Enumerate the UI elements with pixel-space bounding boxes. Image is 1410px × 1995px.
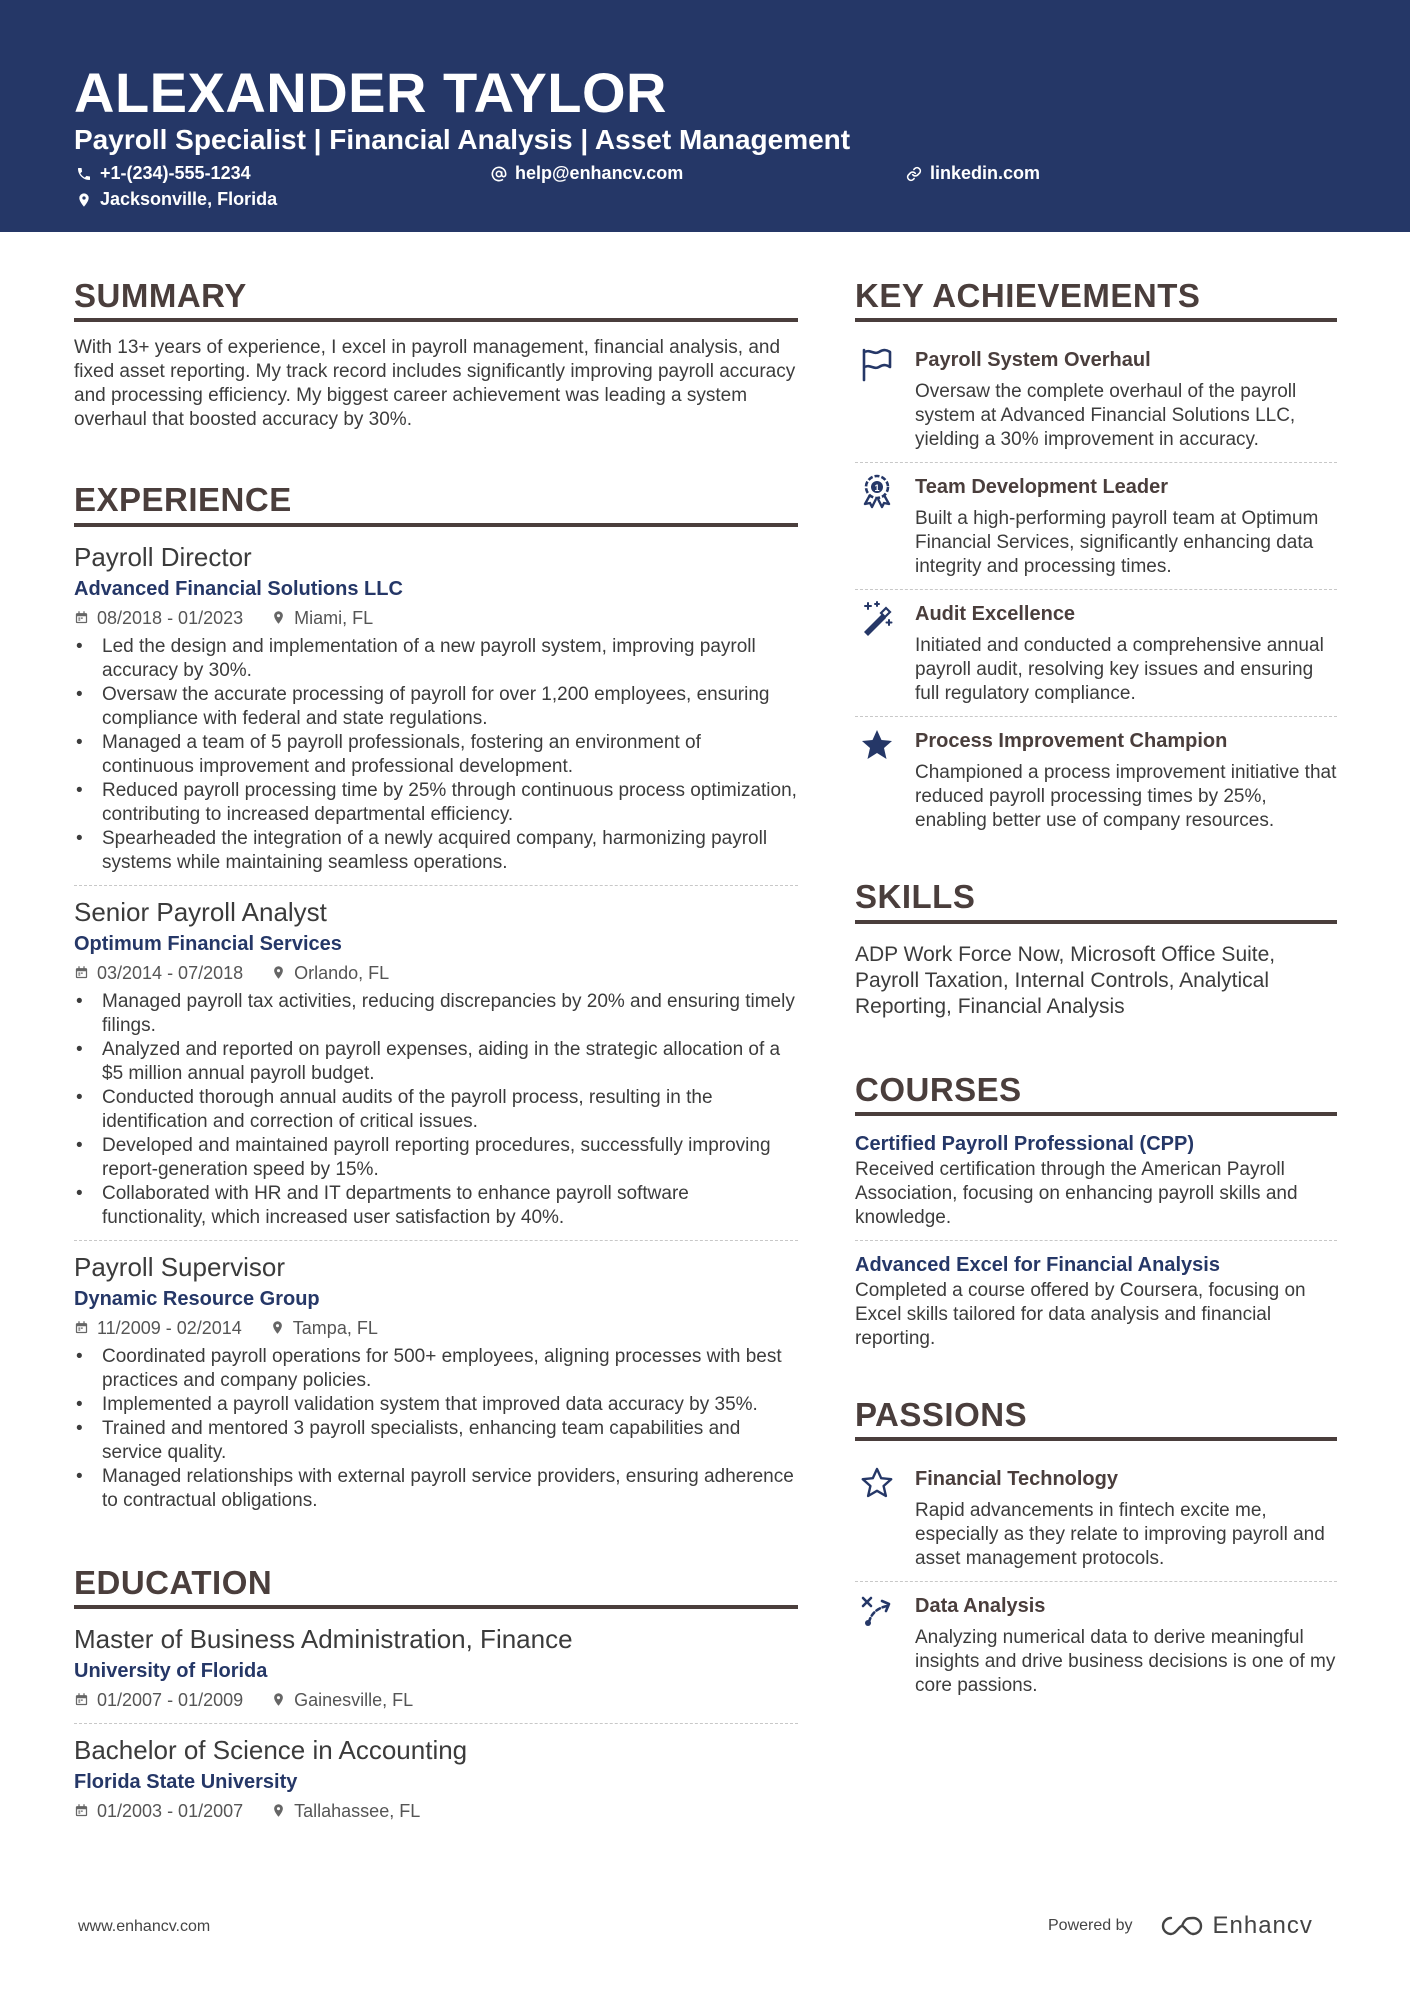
bullet-item: • Analyzed and reported on payroll expenses, aiding in the strategic allocation of a $5 million annual payroll budget.	[74, 1038, 798, 1086]
right-column	[855, 278, 1337, 1708]
company-name: Advanced Financial Solutions LLC	[74, 577, 403, 600]
contact-phone	[76, 163, 251, 184]
company-name: Optimum Financial Services	[74, 932, 342, 955]
education-location	[271, 1687, 413, 1713]
achievement-item	[855, 462, 1337, 589]
achievement-desc: Built a high-performing payroll team at Optimum Financial Services, significantly enhancing data integrity and processing times.	[915, 508, 1319, 578]
experience-heading: EXPERIENCE	[74, 482, 798, 526]
bullet-item: • Led the design and implementation of a new payroll system, improving payroll accuracy by 30%.	[74, 635, 798, 683]
achievement-title: Audit Excellence	[915, 603, 1076, 626]
job-dates	[74, 960, 243, 986]
strategy-icon	[855, 1592, 899, 1632]
summary-text: With 13+ years of experience, I excel in payroll management, financial analysis, and fixed asset reporting. My track record includes significantly improving payroll accuracy and processing efficiency. My biggest career achievement was leading a system overhaul that boosted accuracy by 30%.	[74, 337, 796, 431]
education-heading: EDUCATION	[74, 1565, 798, 1609]
achievement-title: Process Improvement Champion	[915, 730, 1228, 753]
map-pin-icon	[271, 965, 286, 980]
passions-heading: PASSIONS	[855, 1397, 1337, 1441]
job-meta	[74, 605, 798, 631]
left-column	[74, 278, 798, 1834]
summary-section	[74, 278, 798, 432]
achievement-desc: Initiated and conducted a comprehensive annual payroll audit, resolving key issues and ensuring full regulatory compliance.	[915, 635, 1324, 705]
company-name: Dynamic Resource Group	[74, 1287, 320, 1310]
education-section	[74, 1565, 798, 1834]
bullet-item: • Conducted thorough annual audits of the payroll process, resulting in the identification and correction of critical issues.	[74, 1086, 798, 1134]
education-location-text: Tallahassee, FL	[294, 1800, 421, 1821]
achievement-title: Team Development Leader	[915, 476, 1169, 499]
bullet-item: • Trained and mentored 3 payroll specialists, enhancing team capabilities and service quality.	[74, 1417, 798, 1465]
calendar-icon	[74, 1692, 89, 1707]
degree-title: Master of Business Administration, Finance	[74, 1623, 573, 1654]
bullet-item: • Implemented a payroll validation system that improved data accuracy by 35%.	[74, 1393, 798, 1417]
bullet-item: • Reduced payroll processing time by 25% through continuous process optimization, contributing to increased departmental efficiency.	[74, 779, 798, 827]
at-sign-icon	[491, 166, 507, 182]
achievement-item	[855, 716, 1337, 843]
map-pin-icon	[270, 1320, 285, 1335]
job-bullets	[74, 1345, 798, 1513]
bullet-item: • Developed and maintained payroll reporting procedures, successfully improving report-generation speed by 15%.	[74, 1134, 798, 1182]
calendar-icon	[74, 1320, 89, 1335]
achievement-title: Payroll System Overhaul	[915, 349, 1151, 372]
bullet-item: • Spearheaded the integration of a newly acquired company, harmonizing payroll systems while maintaining seamless operations.	[74, 827, 798, 875]
experience-section	[74, 482, 798, 1522]
job-meta	[74, 960, 798, 986]
skills-section	[855, 879, 1337, 1019]
flag-icon	[855, 346, 899, 386]
passion-title: Data Analysis	[915, 1595, 1046, 1618]
courses-heading: COURSES	[855, 1072, 1337, 1116]
bullet-item: • Managed payroll tax activities, reducing discrepancies by 20% and ensuring timely filings.	[74, 990, 798, 1038]
linkedin-text: linkedin.com	[930, 163, 1041, 183]
map-pin-icon	[271, 610, 286, 625]
contact-email[interactable]	[491, 163, 683, 184]
job-meta	[74, 1315, 798, 1341]
course-title: Advanced Excel for Financial Analysis	[855, 1253, 1220, 1276]
powered-by-text: Powered by	[1048, 1917, 1133, 1934]
enhancv-logo[interactable]	[1159, 1912, 1313, 1940]
job-title: Payroll Director	[74, 541, 252, 572]
svg-text:1: 1	[874, 483, 880, 494]
star-filled-icon	[855, 727, 899, 767]
education-meta	[74, 1687, 798, 1713]
calendar-icon	[74, 610, 89, 625]
passion-item	[855, 1455, 1337, 1581]
education-dates-text: 01/2003 - 01/2007	[97, 1800, 244, 1821]
passion-desc: Rapid advancements in fintech excite me, especially as they relate to improving payroll and asset management protocols.	[915, 1500, 1325, 1570]
experience-item	[74, 885, 798, 1240]
passions-section	[855, 1397, 1337, 1708]
job-bullets	[74, 635, 798, 875]
skills-heading: SKILLS	[855, 879, 1337, 923]
job-bullets	[74, 990, 798, 1230]
star-outline-icon	[855, 1465, 899, 1505]
achievements-heading: KEY ACHIEVEMENTS	[855, 278, 1337, 322]
education-item	[74, 1723, 798, 1834]
award-ribbon-icon	[855, 473, 899, 513]
phone-icon	[76, 166, 92, 182]
job-location	[271, 960, 389, 986]
contact-linkedin[interactable]	[906, 163, 1040, 184]
achievement-desc: Oversaw the complete overhaul of the payroll system at Advanced Financial Solutions LLC, yielding a 30% improvement in accuracy.	[915, 381, 1297, 451]
skills-text: ADP Work Force Now, Microsoft Office Suite, Payroll Taxation, Internal Controls, Analytical Reporting, Financial Analysis	[855, 942, 1276, 1018]
school-name: University of Florida	[74, 1659, 268, 1682]
job-dates-text: 11/2009 - 02/2014	[97, 1317, 242, 1338]
phone-text: +1-(234)-555-1234	[100, 163, 251, 183]
link-icon	[906, 166, 922, 182]
job-dates-text: 08/2018 - 01/2023	[97, 607, 244, 628]
job-location-text: Tampa, FL	[292, 1317, 378, 1338]
course-desc: Received certification through the American Payroll Association, focusing on enhancing payroll skills and knowledge.	[855, 1158, 1298, 1228]
experience-item	[74, 541, 798, 885]
education-dates	[74, 1798, 243, 1824]
bullet-item: • Collaborated with HR and IT departments to enhance payroll software functionality, which increased user satisfaction by 40%.	[74, 1182, 798, 1230]
bullet-item: • Managed relationships with external payroll service providers, ensuring adherence to contractual obligations.	[74, 1465, 798, 1513]
resume-header	[0, 0, 1410, 232]
course-title: Certified Payroll Professional (CPP)	[855, 1132, 1194, 1155]
map-pin-icon	[76, 192, 92, 208]
achievement-desc: Championed a process improvement initiative that reduced payroll processing times by 25%, enabling better use of company resources.	[915, 762, 1337, 832]
contact-location	[76, 189, 277, 210]
education-location-text: Gainesville, FL	[294, 1689, 414, 1710]
course-item	[855, 1130, 1337, 1240]
summary-heading: SUMMARY	[74, 278, 798, 322]
candidate-name: ALEXANDER TAYLOR	[74, 61, 667, 124]
map-pin-icon	[271, 1803, 286, 1818]
degree-title: Bachelor of Science in Accounting	[74, 1734, 468, 1765]
achievement-item	[855, 589, 1337, 716]
education-dates	[74, 1687, 243, 1713]
course-desc: Completed a course offered by Coursera, focusing on Excel skills tailored for data analysis and financial reporting.	[855, 1279, 1306, 1349]
courses-section	[855, 1072, 1337, 1361]
job-title: Senior Payroll Analyst	[74, 896, 327, 927]
magic-wand-icon	[855, 600, 899, 640]
bullet-item: • Managed a team of 5 payroll professionals, fostering an environment of continuous improvement and professional development.	[74, 731, 798, 779]
enhancv-logo-icon	[1159, 1914, 1205, 1938]
map-pin-icon	[271, 1692, 286, 1707]
calendar-icon	[74, 965, 89, 980]
email-text: help@enhancv.com	[515, 163, 684, 183]
job-location-text: Miami, FL	[294, 607, 374, 628]
passion-title: Financial Technology	[915, 1468, 1118, 1491]
job-dates	[74, 605, 243, 631]
education-dates-text: 01/2007 - 01/2009	[97, 1689, 244, 1710]
bullet-item: • Coordinated payroll operations for 500+ employees, aligning processes with best practices and company policies.	[74, 1345, 798, 1393]
education-location	[271, 1798, 420, 1824]
job-location	[271, 605, 373, 631]
passion-item	[855, 1581, 1337, 1708]
course-item	[855, 1240, 1337, 1361]
education-item	[74, 1623, 798, 1723]
footer-branding	[1048, 1912, 1313, 1940]
school-name: Florida State University	[74, 1770, 298, 1793]
job-location-text: Orlando, FL	[294, 962, 390, 983]
job-location	[270, 1315, 378, 1341]
job-dates-text: 03/2014 - 07/2018	[97, 962, 244, 983]
brand-name: Enhancv	[1212, 1912, 1313, 1939]
experience-item	[74, 1240, 798, 1523]
location-text: Jacksonville, Florida	[100, 189, 278, 209]
candidate-headline: Payroll Specialist | Financial Analysis | Asset Management	[74, 124, 851, 155]
achievement-item	[855, 336, 1337, 462]
bullet-item: • Oversaw the accurate processing of payroll for over 1,200 employees, ensuring compliance with federal and state regulations.	[74, 683, 798, 731]
footer-website[interactable]: www.enhancv.com	[78, 1918, 211, 1935]
job-title: Payroll Supervisor	[74, 1251, 285, 1282]
passion-desc: Analyzing numerical data to derive meaningful insights and drive business decisions is one of my core passions.	[915, 1627, 1336, 1697]
job-dates	[74, 1315, 242, 1341]
calendar-icon	[74, 1803, 89, 1818]
education-meta	[74, 1798, 798, 1824]
achievements-section	[855, 278, 1337, 843]
